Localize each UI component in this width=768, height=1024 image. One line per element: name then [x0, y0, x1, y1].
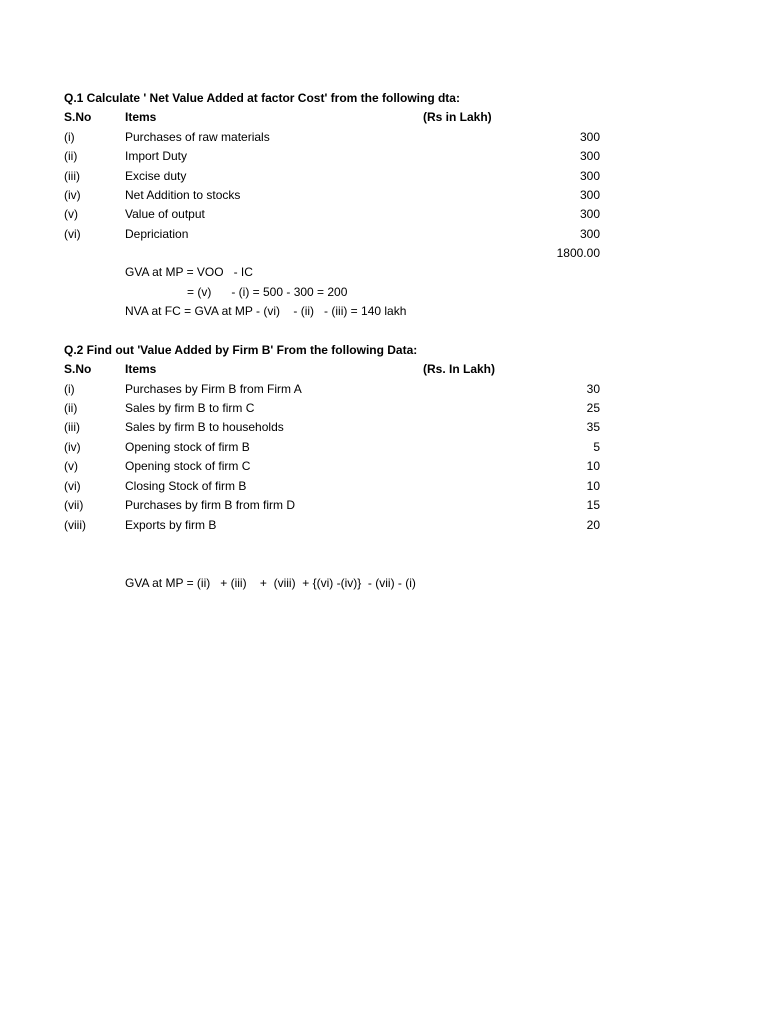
q2-row-8-sno: (viii) — [64, 518, 86, 532]
q1-row-2-sno: (ii) — [64, 149, 78, 163]
q2-row-1-item: Purchases by Firm B from Firm A — [125, 382, 302, 396]
q2-row-2-sno: (ii) — [64, 401, 78, 415]
q2-solution-line-1: GVA at MP = (ii) + (iii) + (viii) + {(vi) -(iv)} - (vii) - (i) — [125, 576, 416, 590]
q2-row-7-item: Purchases by firm B from firm D — [125, 498, 296, 512]
q2-row-6-value: 10 — [586, 479, 600, 493]
q2-row-6-item: Closing Stock of firm B — [125, 479, 247, 493]
q2-row-7-value: 15 — [586, 498, 600, 512]
q2-row-2-value: 25 — [586, 401, 600, 415]
q2-row-8-item: Exports by firm B — [125, 518, 217, 532]
q2-row-6-sno: (vi) — [64, 479, 81, 493]
q1-title: Q.1 Calculate ' Net Value Added at factor Cost' from the following dta: — [64, 91, 460, 105]
q1-row-5-sno: (v) — [64, 207, 78, 221]
q1-row-3-item: Excise duty — [125, 169, 187, 183]
q2-row-5-item: Opening stock of firm C — [125, 459, 251, 473]
q2-title: Q.2 Find out 'Value Added by Firm B' From the following Data: — [64, 343, 418, 357]
q1-row-4-value: 300 — [579, 188, 600, 202]
q2-row-5-sno: (v) — [64, 459, 78, 473]
q1-header-sno: S.No — [64, 110, 92, 124]
q1-solution-line-1: GVA at MP = VOO - IC — [125, 265, 253, 279]
q2-header-sno: S.No — [64, 362, 92, 376]
q1-row-3-value: 300 — [579, 169, 600, 183]
q2-row-2-item: Sales by firm B to firm C — [125, 401, 255, 415]
q2-row-4-sno: (iv) — [64, 440, 81, 454]
q2-row-3-value: 35 — [586, 420, 600, 434]
q2-row-3-item: Sales by firm B to households — [125, 420, 284, 434]
q2-row-5-value: 10 — [586, 459, 600, 473]
q2-header-unit: (Rs. In Lakh) — [423, 362, 496, 376]
q1-row-3-sno: (iii) — [64, 169, 80, 183]
q2-row-4-item: Opening stock of firm B — [125, 440, 250, 454]
q2-row-1-sno: (i) — [64, 382, 75, 396]
q2-row-7-sno: (vii) — [64, 498, 84, 512]
q1-row-5-item: Value of output — [125, 207, 205, 221]
q2-header-items: Items — [125, 362, 157, 376]
q1-row-1-sno: (i) — [64, 130, 75, 144]
q1-row-1-item: Purchases of raw materials — [125, 130, 270, 144]
q1-row-2-value: 300 — [579, 149, 600, 163]
q1-row-4-sno: (iv) — [64, 188, 81, 202]
q2-row-1-value: 30 — [586, 382, 600, 396]
q1-row-2-item: Import Duty — [125, 149, 188, 163]
q2-row-4-value: 5 — [593, 440, 600, 454]
q1-row-1-value: 300 — [579, 130, 600, 144]
q1-row-6-value: 300 — [579, 227, 600, 241]
q1-total: 1800.00 — [556, 246, 600, 260]
q2-row-8-value: 20 — [586, 518, 600, 532]
q1-row-5-value: 300 — [579, 207, 600, 221]
q2-row-3-sno: (iii) — [64, 420, 80, 434]
q1-solution-line-2: = (v) - (i) = 500 - 300 = 200 — [187, 285, 348, 299]
q1-row-4-item: Net Addition to stocks — [125, 188, 241, 202]
q1-row-6-item: Depriciation — [125, 227, 189, 241]
q1-row-6-sno: (vi) — [64, 227, 81, 241]
q1-header-items: Items — [125, 110, 157, 124]
q1-solution-line-3: NVA at FC = GVA at MP - (vi) - (ii) - (iii) = 140 lakh — [125, 304, 407, 318]
q1-header-unit: (Rs in Lakh) — [423, 110, 492, 124]
